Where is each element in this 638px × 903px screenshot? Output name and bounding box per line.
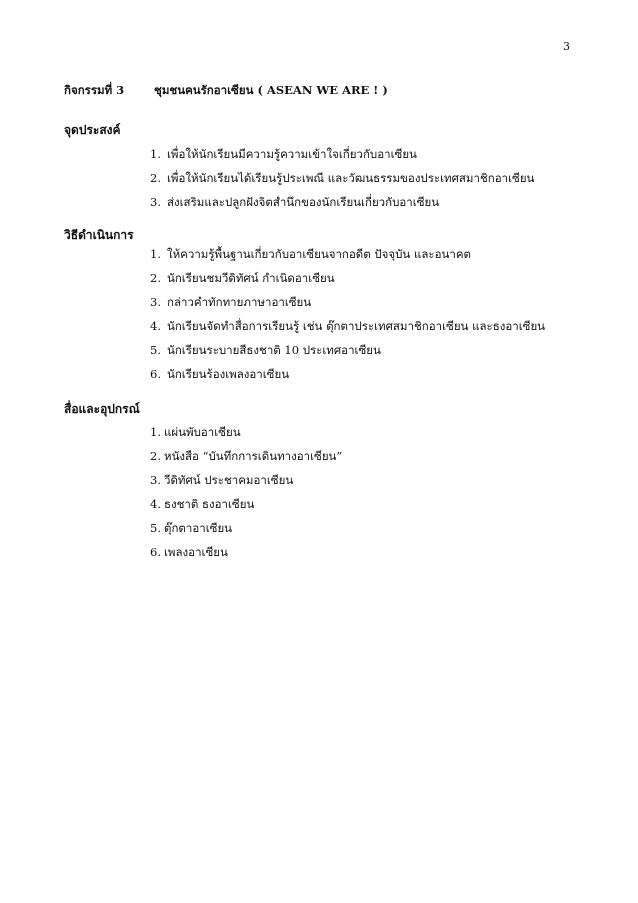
item-number: 2.: [150, 271, 161, 285]
materials-list: [150, 420, 342, 564]
item-text: หนังสือ “บันทึกการเดินทางอาเซียน”: [163, 449, 343, 463]
item-text: กล่าวคำทักทายภาษาอาเซียน: [166, 295, 312, 309]
item-text: นักเรียนระบายสีธงชาติ 10 ประเทศอาเซียน: [166, 343, 381, 357]
item-text: เพลงอาเซียน: [163, 545, 228, 559]
list-item: [150, 338, 545, 362]
list-item: [150, 314, 545, 338]
item-number: 5.: [150, 343, 161, 357]
item-number: 6.: [150, 545, 161, 559]
materials-heading: สื่อและอุปกรณ์: [64, 402, 140, 416]
item-text: เพื่อให้นักเรียนได้เรียนรู้ประเพณี และวัฒนธรรมของประเทศสมาชิกอาเซียน: [166, 171, 535, 185]
item-text: นักเรียนจัดทำสื่อการเรียนรู้ เช่น ตุ๊กตาประเทศสมาชิกอาเซียน และธงอาเซียน: [166, 319, 546, 333]
objectives-heading: จุดประสงค์: [64, 123, 121, 137]
procedure-heading: วิธีดำเนินการ: [64, 228, 134, 242]
list-item: [150, 540, 342, 564]
list-item: [150, 290, 545, 314]
item-text: แผ่นพับอาเซียน: [163, 425, 241, 439]
item-text: ธงชาติ ธงอาเซียน: [163, 497, 255, 511]
item-number: 1.: [150, 425, 161, 439]
item-text: ส่งเสริมและปลูกฝังจิตสำนึกของนักเรียนเกี่ยวกับอาเซียน: [166, 195, 440, 209]
activity-label: กิจกรรมที่ 3: [64, 83, 125, 97]
item-text: วีดิทัศน์ ประชาคมอาเซียน: [163, 473, 294, 487]
activity-title-row: [64, 82, 388, 100]
list-item: [150, 362, 545, 386]
activity-title: ชุมชนคนรักอาเซียน ( ASEAN WE ARE ! ): [154, 83, 388, 97]
objectives-list: [150, 142, 534, 214]
list-item: [150, 468, 342, 492]
item-number: 2.: [150, 449, 161, 463]
item-number: 1.: [150, 247, 161, 261]
item-text: นักเรียนชมวีดิทัศน์ กำเนิดอาเซียน: [166, 271, 335, 285]
item-number: 3.: [150, 295, 161, 309]
list-item: [150, 444, 342, 468]
item-number: 2.: [150, 171, 161, 185]
page-number: 3: [563, 40, 570, 53]
list-item: [150, 516, 342, 540]
item-number: 3.: [150, 195, 161, 209]
procedure-list: [150, 242, 545, 386]
list-item: [150, 420, 342, 444]
item-number: 6.: [150, 367, 161, 381]
item-text: ให้ความรู้พื้นฐานเกี่ยวกับอาเซียนจากอดีต ปัจจุบัน และอนาคต: [166, 247, 471, 261]
list-item: [150, 266, 545, 290]
item-number: 5.: [150, 521, 161, 535]
list-item: [150, 190, 534, 214]
list-item: [150, 166, 534, 190]
item-text: ตุ๊กตาอาเซียน: [163, 521, 233, 535]
item-number: 3.: [150, 473, 161, 487]
item-number: 4.: [150, 497, 161, 511]
list-item: [150, 242, 545, 266]
list-item: [150, 492, 342, 516]
item-number: 4.: [150, 319, 161, 333]
item-text: เพื่อให้นักเรียนมีความรู้ความเข้าใจเกี่ยวกับอาเซียน: [166, 147, 417, 161]
list-item: [150, 142, 534, 166]
item-number: 1.: [150, 147, 161, 161]
item-text: นักเรียนร้องเพลงอาเซียน: [166, 367, 290, 381]
